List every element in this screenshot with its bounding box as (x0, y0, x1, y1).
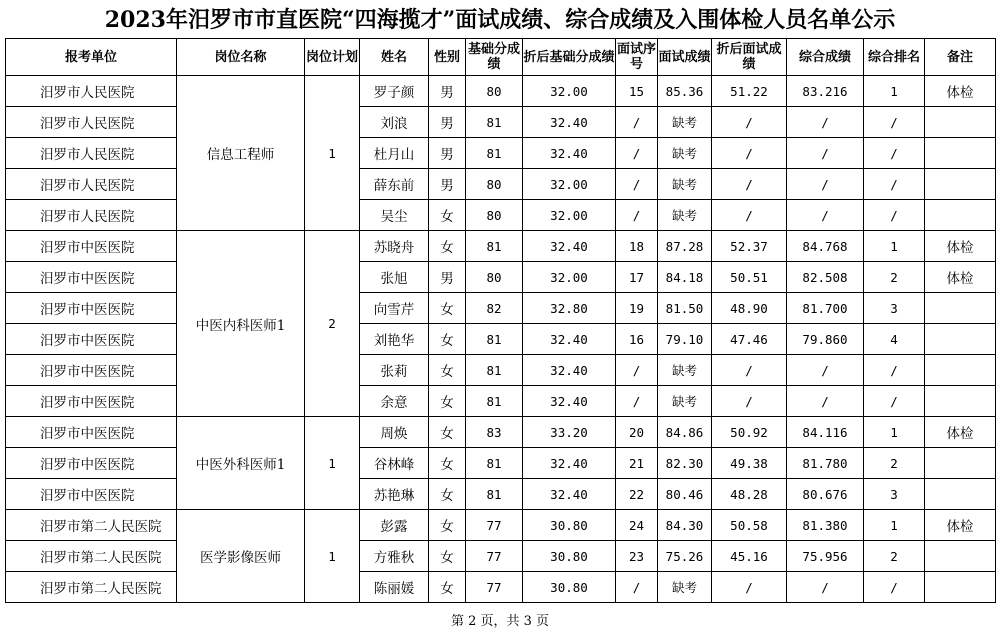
cell-interview-no: 22 (616, 479, 658, 510)
cell-remark: 体检 (925, 510, 996, 541)
cell-name: 张旭 (360, 262, 429, 293)
header-interview-score: 面试成绩 (658, 39, 712, 76)
cell-base-score: 81 (466, 479, 523, 510)
cell-interview-converted: 52.37 (712, 231, 787, 262)
cell-base-score: 82 (466, 293, 523, 324)
header-gender: 性别 (429, 39, 466, 76)
cell-remark (925, 293, 996, 324)
header-total: 综合成绩 (787, 39, 864, 76)
cell-name: 方雅秋 (360, 541, 429, 572)
cell-base-converted: 32.00 (523, 262, 616, 293)
cell-base-converted: 32.40 (523, 479, 616, 510)
cell-gender: 女 (429, 541, 466, 572)
cell-interview-converted: / (712, 386, 787, 417)
cell-name: 周焕 (360, 417, 429, 448)
cell-unit: 汨罗市第二人民医院 (6, 572, 177, 603)
cell-total: 81.380 (787, 510, 864, 541)
cell-remark (925, 169, 996, 200)
cell-name: 刘浪 (360, 107, 429, 138)
cell-unit: 汨罗市第二人民医院 (6, 510, 177, 541)
cell-interview-converted: 45.16 (712, 541, 787, 572)
cell-gender: 女 (429, 293, 466, 324)
cell-total: / (787, 200, 864, 231)
table-row (6, 293, 996, 324)
cell-total: / (787, 355, 864, 386)
cell-name: 余意 (360, 386, 429, 417)
table-row (6, 324, 996, 355)
cell-unit: 汨罗市人民医院 (6, 76, 177, 107)
cell-interview-no: / (616, 107, 658, 138)
cell-interview-converted: 51.22 (712, 76, 787, 107)
cell-total: 81.700 (787, 293, 864, 324)
table-row (6, 355, 996, 386)
cell-interview-no: 18 (616, 231, 658, 262)
cell-rank: / (864, 386, 925, 417)
cell-interview-converted: / (712, 572, 787, 603)
cell-name: 张莉 (360, 355, 429, 386)
cell-interview-no: / (616, 572, 658, 603)
header-remark: 备注 (925, 39, 996, 76)
cell-interview-no: / (616, 386, 658, 417)
table-row (6, 200, 996, 231)
table-row (6, 479, 996, 510)
cell-remark (925, 541, 996, 572)
cell-base-converted: 32.40 (523, 107, 616, 138)
cell-plan: 1 (305, 76, 360, 231)
table-row (6, 417, 996, 448)
cell-unit: 汨罗市中医医院 (6, 479, 177, 510)
cell-remark (925, 107, 996, 138)
cell-gender: 男 (429, 76, 466, 107)
cell-interview-no: 21 (616, 448, 658, 479)
cell-remark (925, 324, 996, 355)
cell-interview-converted: 50.58 (712, 510, 787, 541)
table-row (6, 510, 996, 541)
cell-rank: 1 (864, 76, 925, 107)
cell-interview-no: / (616, 138, 658, 169)
cell-unit: 汨罗市中医医院 (6, 324, 177, 355)
cell-unit: 汨罗市中医医院 (6, 293, 177, 324)
table-row (6, 572, 996, 603)
cell-interview-score: 84.18 (658, 262, 712, 293)
cell-remark (925, 479, 996, 510)
cell-interview-no: 20 (616, 417, 658, 448)
header-rank: 综合排名 (864, 39, 925, 76)
header-interview-converted: 折后面试成绩 (712, 39, 787, 76)
cell-interview-score: 85.36 (658, 76, 712, 107)
cell-base-score: 81 (466, 138, 523, 169)
cell-interview-score: 79.10 (658, 324, 712, 355)
cell-interview-converted: / (712, 107, 787, 138)
cell-base-score: 77 (466, 510, 523, 541)
cell-gender: 男 (429, 138, 466, 169)
cell-remark (925, 386, 996, 417)
cell-interview-converted: 50.92 (712, 417, 787, 448)
cell-rank: 1 (864, 231, 925, 262)
cell-interview-score: 82.30 (658, 448, 712, 479)
cell-gender: 女 (429, 355, 466, 386)
cell-name: 彭露 (360, 510, 429, 541)
cell-interview-no: 16 (616, 324, 658, 355)
cell-interview-score: 75.26 (658, 541, 712, 572)
cell-base-score: 80 (466, 76, 523, 107)
cell-base-converted: 33.20 (523, 417, 616, 448)
cell-gender: 女 (429, 324, 466, 355)
table-header-row (6, 39, 996, 76)
cell-interview-converted: 49.38 (712, 448, 787, 479)
cell-unit: 汨罗市中医医院 (6, 448, 177, 479)
cell-name: 苏艳琳 (360, 479, 429, 510)
cell-interview-converted: / (712, 138, 787, 169)
cell-unit: 汨罗市人民医院 (6, 138, 177, 169)
cell-rank: 3 (864, 293, 925, 324)
cell-unit: 汨罗市中医医院 (6, 417, 177, 448)
cell-rank: / (864, 355, 925, 386)
page-footer: 第 2 页，共 3 页 (450, 614, 550, 629)
cell-remark (925, 138, 996, 169)
cell-base-score: 81 (466, 324, 523, 355)
cell-base-converted: 32.40 (523, 231, 616, 262)
cell-interview-score: 缺考 (658, 355, 712, 386)
cell-gender: 男 (429, 169, 466, 200)
cell-total: 82.508 (787, 262, 864, 293)
header-base-converted: 折后基础分成绩 (523, 39, 616, 76)
cell-interview-score: 缺考 (658, 572, 712, 603)
header-base-score: 基础分成绩 (466, 39, 523, 76)
cell-rank: 3 (864, 479, 925, 510)
cell-interview-no: 24 (616, 510, 658, 541)
cell-position: 中医外科医师1 (177, 417, 305, 510)
cell-interview-no: / (616, 200, 658, 231)
header-interview-no: 面试序号 (616, 39, 658, 76)
cell-base-converted: 32.40 (523, 386, 616, 417)
cell-interview-converted: / (712, 169, 787, 200)
cell-base-converted: 32.40 (523, 324, 616, 355)
cell-position: 医学影像医师 (177, 510, 305, 603)
cell-name: 谷林峰 (360, 448, 429, 479)
cell-interview-converted: 48.28 (712, 479, 787, 510)
cell-plan: 1 (305, 417, 360, 510)
results-table (5, 38, 996, 603)
cell-base-converted: 30.80 (523, 572, 616, 603)
cell-unit: 汨罗市中医医院 (6, 386, 177, 417)
cell-rank: / (864, 572, 925, 603)
cell-gender: 男 (429, 262, 466, 293)
cell-gender: 女 (429, 479, 466, 510)
cell-base-score: 77 (466, 541, 523, 572)
cell-interview-no: 19 (616, 293, 658, 324)
header-unit: 报考单位 (6, 39, 177, 76)
cell-rank: 2 (864, 541, 925, 572)
cell-total: / (787, 572, 864, 603)
cell-total: / (787, 138, 864, 169)
table-row (6, 169, 996, 200)
cell-interview-converted: / (712, 355, 787, 386)
cell-interview-score: 缺考 (658, 169, 712, 200)
cell-interview-no: 23 (616, 541, 658, 572)
cell-rank: / (864, 169, 925, 200)
cell-base-score: 81 (466, 355, 523, 386)
cell-total: 83.216 (787, 76, 864, 107)
cell-base-score: 80 (466, 200, 523, 231)
cell-total: / (787, 386, 864, 417)
cell-total: 75.956 (787, 541, 864, 572)
cell-base-converted: 32.00 (523, 200, 616, 231)
cell-base-score: 77 (466, 572, 523, 603)
cell-gender: 女 (429, 572, 466, 603)
cell-total: / (787, 169, 864, 200)
cell-remark (925, 448, 996, 479)
cell-name: 刘艳华 (360, 324, 429, 355)
cell-unit: 汨罗市第二人民医院 (6, 541, 177, 572)
cell-total: 80.676 (787, 479, 864, 510)
cell-rank: 2 (864, 262, 925, 293)
cell-interview-converted: 48.90 (712, 293, 787, 324)
cell-base-score: 81 (466, 386, 523, 417)
cell-interview-no: 15 (616, 76, 658, 107)
cell-unit: 汨罗市中医医院 (6, 262, 177, 293)
cell-total: / (787, 107, 864, 138)
cell-gender: 女 (429, 417, 466, 448)
cell-gender: 女 (429, 448, 466, 479)
cell-interview-converted: 47.46 (712, 324, 787, 355)
cell-rank: 1 (864, 417, 925, 448)
cell-base-score: 81 (466, 107, 523, 138)
cell-interview-converted: 50.51 (712, 262, 787, 293)
cell-name: 苏晓舟 (360, 231, 429, 262)
cell-base-converted: 32.40 (523, 448, 616, 479)
cell-plan: 2 (305, 231, 360, 417)
cell-position: 信息工程师 (177, 76, 305, 231)
table-row (6, 231, 996, 262)
cell-rank: / (864, 200, 925, 231)
cell-interview-score: 81.50 (658, 293, 712, 324)
cell-base-converted: 32.40 (523, 355, 616, 386)
cell-interview-score: 缺考 (658, 107, 712, 138)
cell-rank: 1 (864, 510, 925, 541)
cell-remark: 体检 (925, 262, 996, 293)
cell-name: 薛东前 (360, 169, 429, 200)
cell-remark: 体检 (925, 417, 996, 448)
table-row (6, 262, 996, 293)
cell-name: 杜月山 (360, 138, 429, 169)
cell-gender: 女 (429, 231, 466, 262)
cell-unit: 汨罗市人民医院 (6, 169, 177, 200)
cell-remark (925, 200, 996, 231)
cell-rank: / (864, 138, 925, 169)
table-row (6, 138, 996, 169)
cell-name: 吴尘 (360, 200, 429, 231)
cell-gender: 男 (429, 107, 466, 138)
cell-unit: 汨罗市人民医院 (6, 107, 177, 138)
cell-interview-score: 缺考 (658, 386, 712, 417)
cell-interview-no: 17 (616, 262, 658, 293)
cell-total: 84.116 (787, 417, 864, 448)
cell-interview-score: 缺考 (658, 200, 712, 231)
cell-interview-no: / (616, 169, 658, 200)
cell-remark: 体检 (925, 231, 996, 262)
cell-rank: 4 (864, 324, 925, 355)
cell-interview-score: 80.46 (658, 479, 712, 510)
cell-total: 84.768 (787, 231, 864, 262)
cell-base-converted: 32.40 (523, 138, 616, 169)
header-name: 姓名 (360, 39, 429, 76)
cell-total: 81.780 (787, 448, 864, 479)
cell-base-converted: 32.00 (523, 76, 616, 107)
table-row (6, 76, 996, 107)
cell-interview-converted: / (712, 200, 787, 231)
cell-unit: 汨罗市中医医院 (6, 355, 177, 386)
table-row (6, 541, 996, 572)
cell-base-score: 80 (466, 262, 523, 293)
header-position: 岗位名称 (177, 39, 305, 76)
cell-gender: 女 (429, 200, 466, 231)
cell-gender: 女 (429, 386, 466, 417)
cell-remark (925, 572, 996, 603)
cell-interview-score: 87.28 (658, 231, 712, 262)
cell-interview-score: 84.86 (658, 417, 712, 448)
cell-base-score: 81 (466, 448, 523, 479)
cell-name: 向雪芹 (360, 293, 429, 324)
cell-name: 陈丽媛 (360, 572, 429, 603)
cell-unit: 汨罗市中医医院 (6, 231, 177, 262)
cell-unit: 汨罗市人民医院 (6, 200, 177, 231)
header-plan: 岗位计划 (305, 39, 360, 76)
cell-interview-score: 缺考 (658, 138, 712, 169)
cell-base-converted: 30.80 (523, 510, 616, 541)
table-row (6, 448, 996, 479)
cell-total: 79.860 (787, 324, 864, 355)
table-row (6, 386, 996, 417)
cell-interview-no: / (616, 355, 658, 386)
cell-gender: 女 (429, 510, 466, 541)
cell-interview-score: 84.30 (658, 510, 712, 541)
cell-base-converted: 32.00 (523, 169, 616, 200)
cell-remark (925, 355, 996, 386)
cell-base-converted: 30.80 (523, 541, 616, 572)
cell-rank: / (864, 107, 925, 138)
cell-name: 罗子颜 (360, 76, 429, 107)
cell-remark: 体检 (925, 76, 996, 107)
cell-position: 中医内科医师1 (177, 231, 305, 417)
cell-base-converted: 32.80 (523, 293, 616, 324)
cell-base-score: 81 (466, 231, 523, 262)
page-title: 2023年汨罗市市直医院“四海揽才”面试成绩、综合成绩及入围体检人员名单公示 (104, 7, 896, 33)
cell-base-score: 80 (466, 169, 523, 200)
cell-plan: 1 (305, 510, 360, 603)
cell-base-score: 83 (466, 417, 523, 448)
cell-rank: 2 (864, 448, 925, 479)
table-row (6, 107, 996, 138)
